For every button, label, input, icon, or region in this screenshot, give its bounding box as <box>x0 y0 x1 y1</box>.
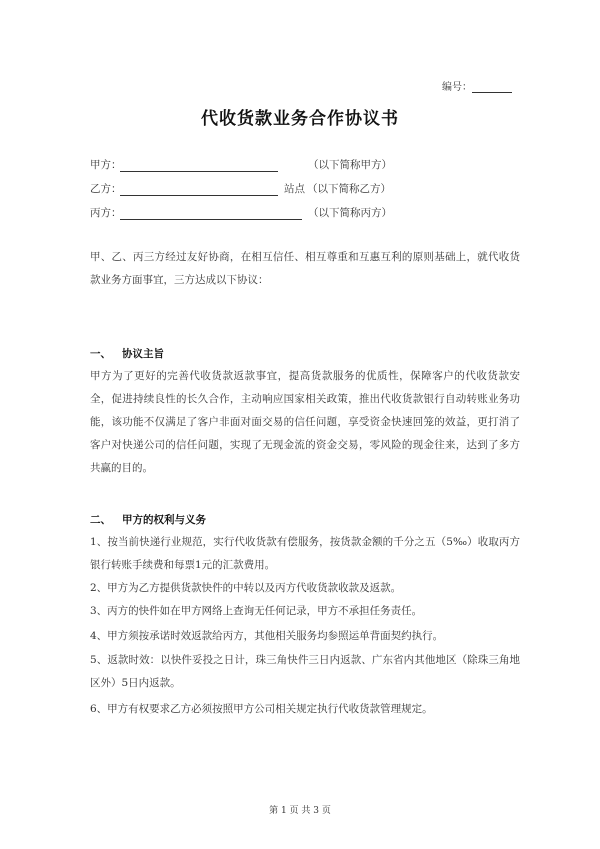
party-b-suffix: 站点 <box>284 183 305 195</box>
page-footer: 第 1 页 共 3 页 <box>269 806 331 816</box>
section-2-heading <box>90 512 206 527</box>
section-2-item-4: 4、甲方须按承诺时效返款给丙方，其他相关服务均参照运单背面契约执行。 <box>90 630 444 642</box>
intro-paragraph: 甲、乙、丙三方经过友好协商，在相互信任、相互尊重和互惠互利的原则基础上，就代收货款业务方面事宜，三方达成以下协议： <box>90 251 520 286</box>
document-number-blank <box>472 82 512 93</box>
party-c-blank <box>120 208 302 220</box>
party-b-label: 乙方： <box>90 183 122 195</box>
section-2-item-5: 5、返款时效：以快件妥投之日计，珠三角快件三日内返款、广东省内其他地区（除珠三角地区外）5日内返款。 <box>90 654 520 689</box>
section-1-title: 协议主旨 <box>122 348 164 360</box>
section-2-item-3: 3、丙方的快件如在甲方网络上查询无任何记录，甲方不承担任务责任。 <box>90 605 423 617</box>
party-b-line <box>90 181 391 196</box>
section-1-body: 甲方为了更好的完善代收货款返款事宜，提高货款服务的优质性，保障客户的代收货款安全，促进持续良性的长久合作，主动响应国家相关政策，推出代收货款银行自动转账业务功能，该功能不仅满足了客户非面对面交易的信任问题，享受资金快速回笼的效益，更打消了客户对快递公司的信任问题，实现了无现金流的资金交易，零风险的现金往来，达到了多方共赢的目的。 <box>90 370 520 474</box>
party-a-blank <box>120 160 278 172</box>
section-1-heading <box>90 346 164 361</box>
party-c-line <box>90 205 392 220</box>
party-b-note: （以下简称乙方） <box>307 183 391 195</box>
party-b-blank <box>120 184 278 196</box>
party-a-note: （以下简称甲方） <box>308 159 392 171</box>
document-number-label: 编号： <box>442 82 472 93</box>
section-2-title: 甲方的权利与义务 <box>122 514 206 526</box>
section-2-number: 二、 <box>90 514 111 526</box>
party-a-line <box>90 157 392 172</box>
party-a-label: 甲方： <box>90 159 122 171</box>
document-title: 代收货款业务合作协议书 <box>201 109 399 129</box>
section-2-item-2: 2、甲方为乙方提供货款快件的中转以及丙方代收货款收款及返款。 <box>90 582 402 594</box>
party-c-note: （以下简称丙方） <box>308 207 392 219</box>
document-number <box>442 78 512 93</box>
party-c-label: 丙方： <box>90 207 122 219</box>
section-2-item-1: 1、按当前快递行业规范，实行代收货款有偿服务，按货款金额的千分之五（5‰）收取丙方银行转账手续费和每票1元的汇款费用。 <box>90 536 520 571</box>
section-1-number: 一、 <box>90 348 111 360</box>
section-2-item-6: 6、甲方有权要求乙方必须按照甲方公司相关规定执行代收货款管理规定。 <box>90 703 433 715</box>
